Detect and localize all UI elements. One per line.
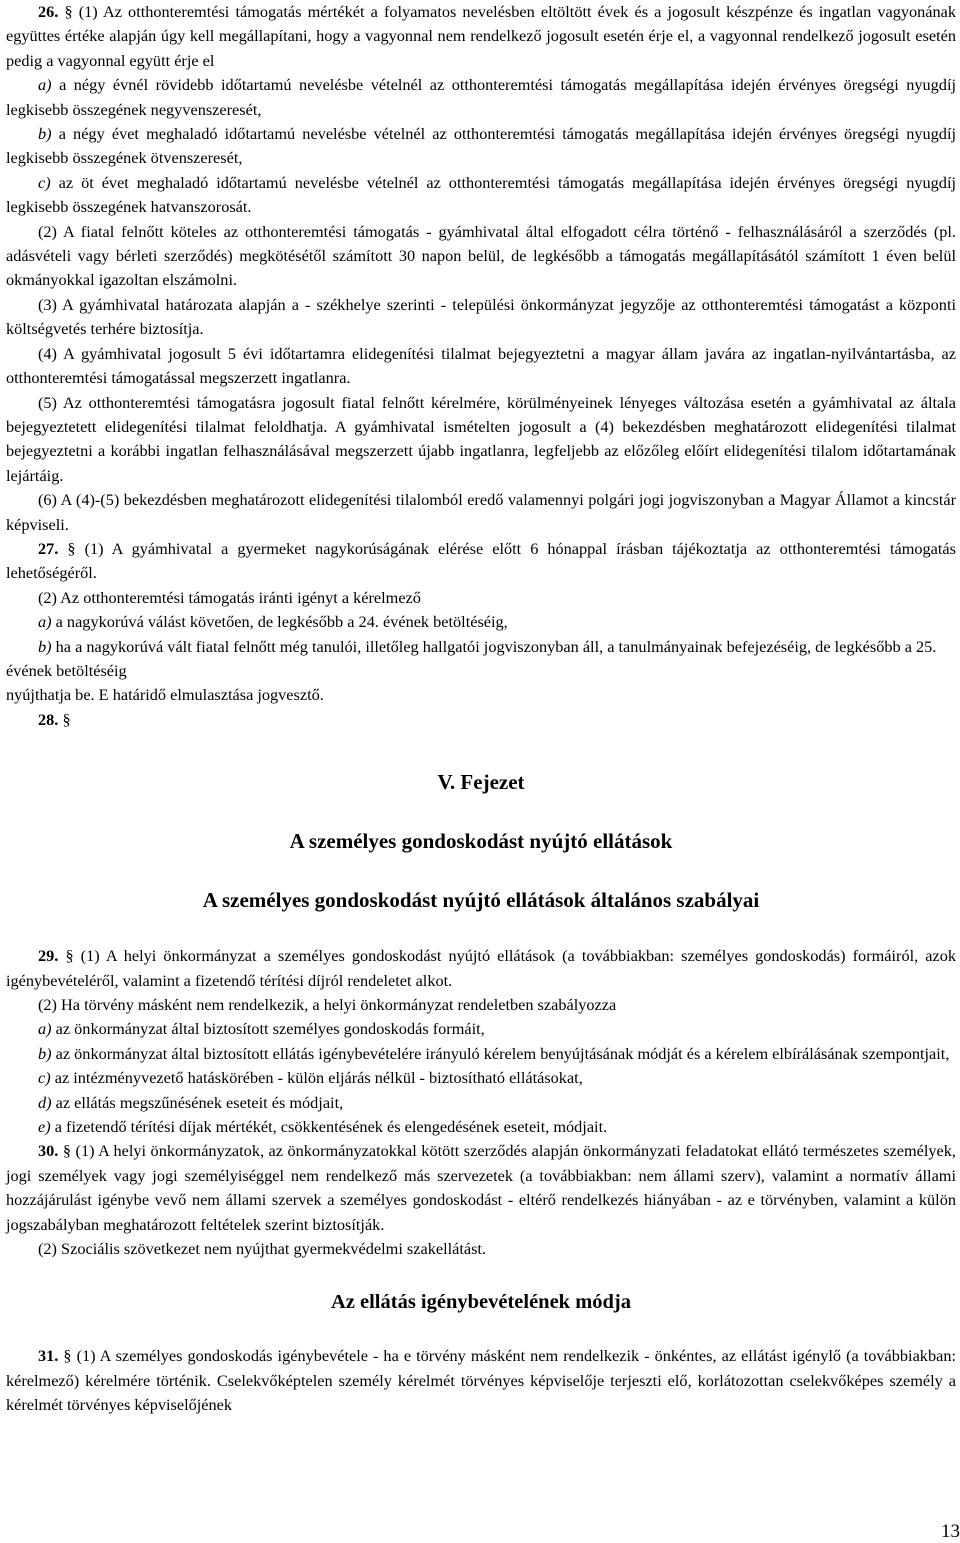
sec26-para5: (5) Az otthonteremtési támogatásra jogosult fiatal felnőtt kérelmére, körülményeinek lényeges változása esetén a gyámhivatal az általa bejegyeztetett elidegenítési tilalmat feloldhatja. A gyámhivatal ismételten jogosult a (4) bekezdésben meghatározott elidegenítési tilalmat bejegyeztetni a korábbi ingatlan felhasználásával megszerzett újabb ingatlanra, legfeljebb az előzőleg előírt elidegenítési tilalom időtartamának lejártáig. xyxy=(6,392,956,485)
section-sign: § xyxy=(62,709,71,729)
document-page xyxy=(6,0,956,1418)
sec29-item-d xyxy=(6,1091,956,1115)
item-text: az ellátás megszűnésének eseteit és módjait, xyxy=(55,1092,344,1112)
item-text: a fizetendő térítési díjak mértékét, csökkentésének és elengedésének eseteit, módjait. xyxy=(54,1117,608,1137)
sec26-item-b xyxy=(6,122,956,171)
section-number: 27. xyxy=(38,538,59,558)
chapter-title: A személyes gondoskodást nyújtó ellátások xyxy=(289,829,673,854)
section-number: 29. xyxy=(38,946,59,966)
sec31-para1 xyxy=(6,1344,956,1417)
item-text: az önkormányzat által biztosított ellátás igénybevételére irányuló kérelem benyújtásának módját és a kérelem elbírálásának szempontjait, xyxy=(55,1043,950,1063)
sec26-item-c xyxy=(6,171,956,220)
section-number: 30. xyxy=(38,1141,59,1161)
sec29-item-c xyxy=(6,1066,956,1090)
item-text: a négy évnél rövidebb időtartamú nevelésbe vételnél az otthonteremtési támogatás megállapítása idején érvényes öregségi nyugdíj legkisebb összegének negyvenszeresét, xyxy=(6,75,956,119)
section-sign: § xyxy=(63,1346,72,1366)
sec29-para1 xyxy=(6,944,956,993)
sec29-item-b xyxy=(6,1042,956,1066)
para-text: (1) A helyi önkormányzatok, az önkormányzatokkal kötött szerződés alapján önkormányzati feladatokat ellátó természetes személyek, jogi személyek vagy jogi személyiséggel nem rendelkező más szervezetek (a továbbiakban: nem állami szerv), valamint a normatív állami hozzájárulást igénybe vevő nem állami szervek a személyes gondoskodást - eltérő rendelkezés hiányában - az e törvényben, valamint a külön jogszabályban meghatározott feltételek szerint biztosítják. xyxy=(6,1141,956,1234)
sec27-item-a xyxy=(6,610,956,634)
sec27-para2: (2) Az otthonteremtési támogatás iránti igényt a kérelmező xyxy=(38,587,421,607)
section-number: 31. xyxy=(38,1346,59,1366)
section-sign: § xyxy=(64,2,73,21)
para-text: (1) A gyámhivatal a gyermeket nagykorúságának elérése előtt 6 hónappal írásban tájékoztatja az otthonteremtési támogatás lehetőségéről. xyxy=(6,538,956,583)
item-label: a) xyxy=(38,1019,52,1039)
item-text: a nagykorúvá válást követően, de legkésőbb a 24. évének betöltéséig, xyxy=(55,612,508,632)
sec27-para1 xyxy=(6,537,956,586)
sec26-para3: (3) A gyámhivatal határozata alapján a - székhelye szerinti - települési önkormányzat jegyzője az otthonteremtési támogatást a központi költségvetés terhére biztosítja. xyxy=(6,294,956,339)
item-text: az öt évet meghaladó időtartamú nevelésbe vételnél az otthonteremtési támogatás megállapítása idején érvényes öregségi nyugdíj legkisebb összegének hatvanszorosát. xyxy=(6,172,956,217)
subtitle-mode-of-use: Az ellátás igénybevételének módja xyxy=(330,1291,632,1314)
sec26-para6: (6) A (4)-(5) bekezdésben meghatározott elidegenítési tilalomból eredő valamennyi polgári jogi jogviszonyban a Magyar Államot a kincstár képviseli. xyxy=(6,490,956,534)
para-text: (1) A helyi önkormányzat a személyes gondoskodást nyújtó ellátások (a továbbiakban: személyes gondoskodás) formáiról, azok igénybevételéről, valamint a fizetendő térítési díjról rendeletet alkot. xyxy=(6,946,956,990)
section-number: 26. xyxy=(38,2,59,21)
section-sign: § xyxy=(67,538,76,558)
sec26-para1 xyxy=(6,0,956,73)
sec30-para2: (2) Szociális szövetkezet nem nyújthat gyermekvédelmi szakellátást. xyxy=(38,1239,487,1259)
item-label: c) xyxy=(38,172,51,192)
item-label: b) xyxy=(38,1043,52,1063)
item-text: az intézményvezető hatáskörében - külön eljárás nélkül - biztosítható ellátásokat, xyxy=(54,1068,583,1088)
item-text: a négy évet meghaladó időtartamú nevelésbe vételnél az otthonteremtési támogatás megállapítása idején érvényes öregségi nyugdíj legkisebb összegének ötvenszeresét, xyxy=(6,124,956,168)
section-number: 28. xyxy=(38,709,59,729)
sec30-para1 xyxy=(6,1139,956,1237)
sec28-para xyxy=(6,708,956,732)
item-text: ha a nagykorúvá vált fiatal felnőtt még tanulói, illetőleg hallgatói jogviszonyban áll, a tanulmányainak befejezéséig, de legkésőbb a 25. évének betöltéséig xyxy=(6,636,937,680)
item-label: a) xyxy=(38,612,52,632)
sec27-item-b xyxy=(6,635,956,684)
subtitle-general-rules: A személyes gondoskodást nyújtó ellátások általános szabályai xyxy=(202,888,760,913)
sec29-para2: (2) Ha törvény másként nem rendelkezik, a helyi önkormányzat rendeletben szabályozza xyxy=(38,995,617,1014)
item-label: b) xyxy=(38,124,52,144)
page-number: 13 xyxy=(941,1521,960,1542)
para-text: (1) Az otthonteremtési támogatás mértékét a folyamatos nevelésben eltöltött évek és a jogosult készpénze és ingatlan vagyonának együttes értéke alapján úgy kell megállapítani, hogy a vagyonnal nem rendelkező jogosult esetén érje el, a vagyonnal rendelkező jogosult esetén pedig a vagyonnal együtt érje el xyxy=(6,2,956,70)
sec26-para4: (4) A gyámhivatal jogosult 5 évi időtartamra elidegenítési tilalmat bejegyeztetni a magyar állam javára az ingatlan-nyilvántartásba, az otthonteremtési támogatással megszerzett ingatlanra. xyxy=(6,343,956,388)
sec26-para2: (2) A fiatal felnőtt köteles az otthonteremtési támogatás - gyámhivatal által elfogadott célra történő - felhasználásáról a szerződés (pl. adásvételi vagy bérleti szerződés) megkötésétől számított 30 napon belül, de legkésőbb a támogatás megállapításától számított 1 éven belül okmányokkal igazoltan elszámolni. xyxy=(6,221,956,290)
item-label: d) xyxy=(38,1092,52,1112)
sec27-tail: nyújthatja be. E határidő elmulasztása jogvesztő. xyxy=(6,685,324,705)
section-sign: § xyxy=(65,946,74,966)
item-label: c) xyxy=(38,1068,51,1088)
chapter-heading: V. Fejezet xyxy=(437,770,525,795)
sec26-item-a xyxy=(6,73,956,122)
para-text: (1) A személyes gondoskodás igénybevétele - ha e törvény másként nem rendelkezik - önkéntes, az ellátást igénylő (a továbbiakban: kérelmező) kérelmére történik. Cselekvőképtelen személy kérelmét törvényes képviselője terjeszti elő, korlátozottan cselekvőképes személy a kérelmét törvényes képviselőjének xyxy=(6,1346,956,1415)
item-label: e) xyxy=(38,1117,51,1137)
section-sign: § xyxy=(62,1141,72,1161)
sec29-item-a xyxy=(6,1017,956,1041)
sec29-item-e xyxy=(6,1115,956,1139)
item-label: b) xyxy=(38,636,52,656)
item-text: az önkormányzat által biztosított személyes gondoskodás formáit, xyxy=(55,1019,485,1039)
item-label: a) xyxy=(38,75,52,95)
